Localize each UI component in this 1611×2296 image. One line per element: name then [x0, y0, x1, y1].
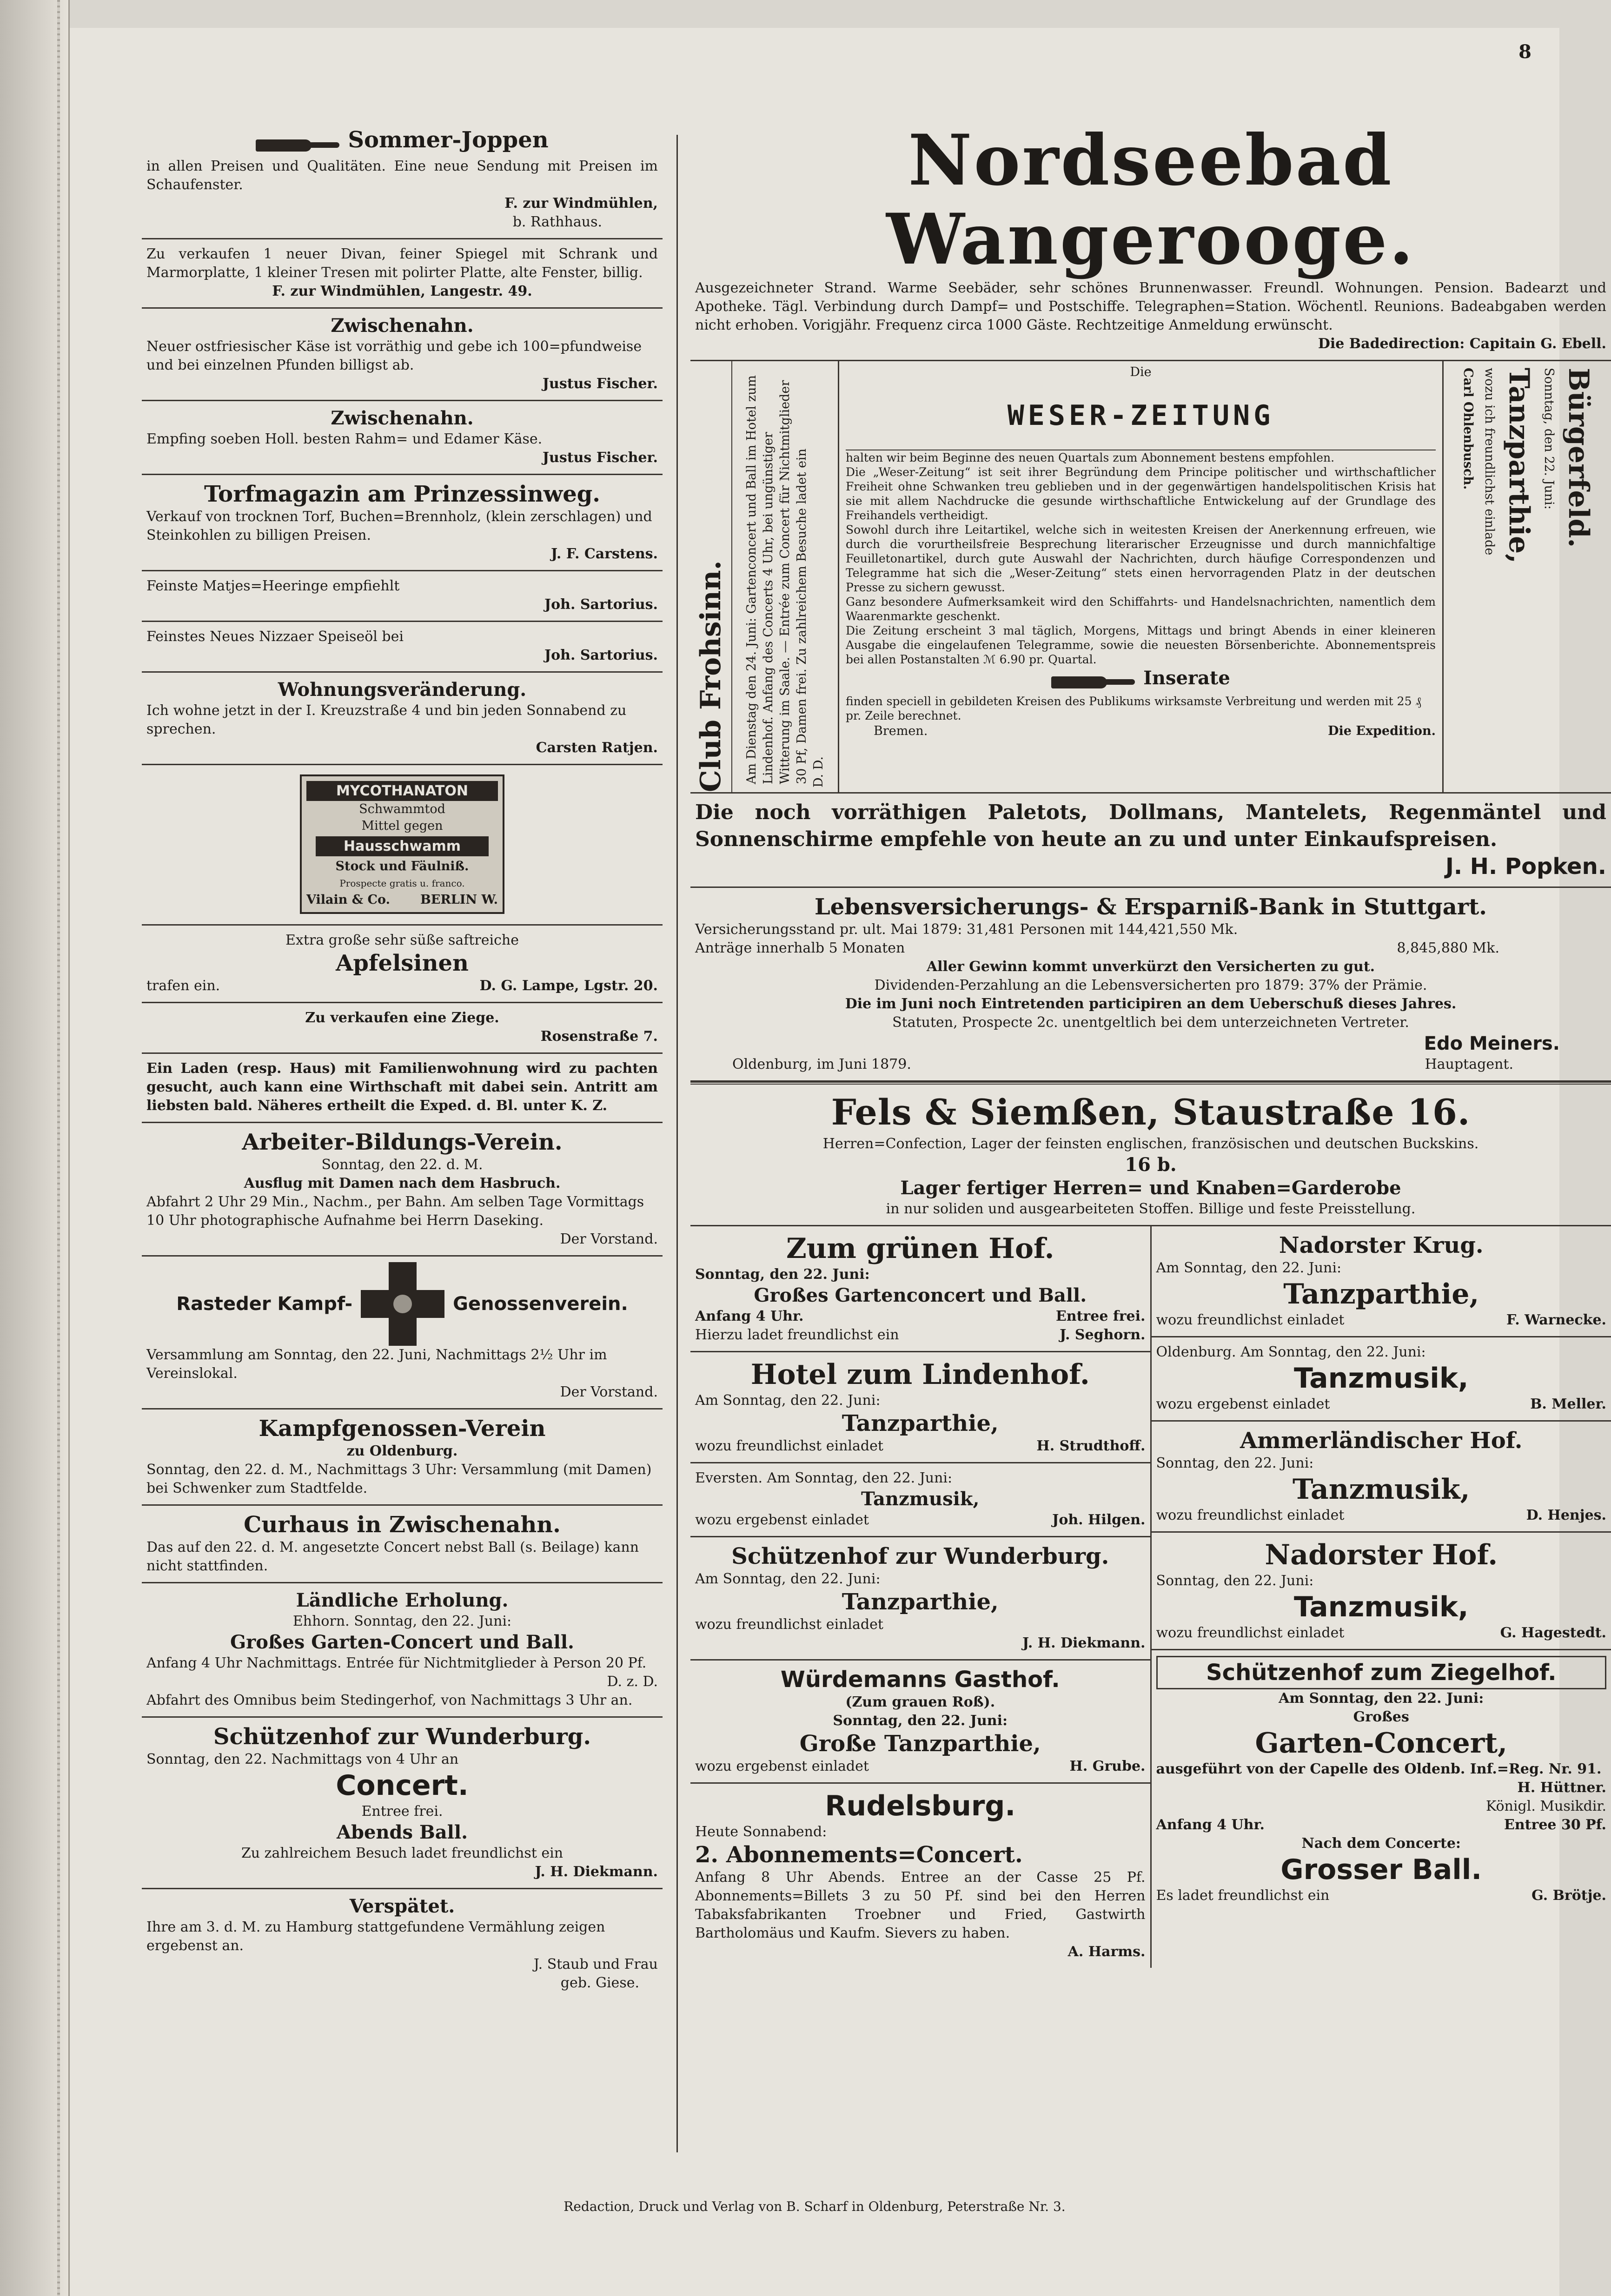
ad-weser-zeitung: Die WESER-ZEITUNG halten wir beim Beginne des neuen Quartals zum Abonnement bestens empfohlen. Die „Weser-Zeitung“ ist seit ihrer Begründung dem Principe politischer und wirthschaftlicher Freiheit ohne Schwanken treu geblieben und in der gegenwärtigen handelspolitischen Krisis hat sie mit allem Nachdrucke die gesunde wirthschaftliche Entwickelung auf der Grundlage des Freihandels vertheidigt. Sowohl durch ihre Leitartikel, welche sich in weitesten Kreisen der Anerkennung erfreuen, wie durch die vorurtheilsfreie Besprechung literarischer Erzeugnisse und durch mannichfaltige Feuilletonartikel, durch gute Auswahl der Nachrichten, durch häufige Correspondenzen und Telegramme hat sich die „Weser-Zeitung“ stets einen hervorragenden Platz in der deutschen Presse zu sichern gewusst. Ganz besondere Aufmerksamkeit wird den Schiffahrts- und Handelsnachrichten, namentlich dem Waarenmarkte geschenkt. Die Zeitung erscheint 3 mal täglich, Morgens, Mittags und bringt Abends in einer kleineren Ausgabe die eingelaufenen Telegramme, sowie die neuesten Börsenberichte. Abonnementspreis bei allen Postanstalten ℳ 6.90 pr. Quartal. Inserate finden speciell in gebildeten Kreisen des Publikums wirksamste Verbreitung und werden mit 25 ₰ pr. Zeile berechnet. Bremen. Die Expedition. [839, 361, 1444, 792]
ad-divan [142, 239, 663, 309]
ad-sommer-joppen [142, 121, 663, 239]
ad-signature: J. Seghorn. [1060, 1327, 1146, 1343]
ad-club-frohsinn-title: Club Frohsinn. [690, 361, 732, 792]
ad-kampfgenossen-verein: Kampfgenossen-Verein zu Oldenburg. Sonntag, den 22. d. M., Nachmittags 3 Uhr: Versammlung (mit Damen) bei Schwenker zum Stadtfelde. [142, 1409, 663, 1506]
ad-title: Nordseebad Wangerooge. [886, 119, 1415, 280]
ad-nadorster-hof: Nadorster Hof. Sonntag, den 22. Juni: Tanzmusik, wozu freundlichst einladet G. Hagestedt. [1152, 1533, 1611, 1650]
ad-nordseebad-wangerooge: Nordseebad Wangerooge. Ausgezeichneter Strand. Warme Seebäder, sehr schönes Brunnenwasser. Freundl. Wohnungen. Pension. Badearzt und Apotheke. Tägl. Verbindung durch Dampf= und Postschiffe. Telegraphen=Station. Wöchentl. Reunions. Badeabgaben werden nicht erhoben. Vorigjähr. Frequenz circa 1000 Gäste. Rechtzeitige Anmeldung erwünscht. Die Badedirection: Capitain G. Ebell. [690, 121, 1611, 361]
ad-signature: Carsten Ratjen. [536, 739, 658, 756]
left-column [142, 121, 663, 2138]
ad-ziege [142, 1003, 663, 1054]
ad-title: Nadorster Krug. [1279, 1232, 1484, 1258]
iron-cross-icon [361, 1262, 444, 1346]
right-column [690, 121, 1611, 2138]
ad-signature: F. Warnecke. [1506, 1312, 1606, 1328]
ad-text: Neuer ostfriesischer Käse ist vorräthig und gebe ich 100=pfundweise und bei einzelnen Pfunden billigst ab. [146, 338, 642, 373]
ad-eversten: Eversten. Am Sonntag, den 22. Juni: Tanzmusik, wozu ergebenst einladet Joh. Hilgen. [690, 1463, 1150, 1537]
ad-signature: Joh. Sartorius. [544, 596, 658, 613]
ad-signature: Joh. Sartorius. [544, 647, 658, 663]
ad-text: Verkauf von trocknen Torf, Buchen=Brennholz, (klein zerschlagen) und Steinkohlen zu billigen Preisen. [146, 508, 652, 543]
ad-title: Verspätet. [349, 1895, 455, 1917]
ad-text: Ein Laden (resp. Haus) mit Familienwohnung wird zu pachten gesucht, auch kann eine Wirthschaft mit dabei sein. Antritt am liebsten bald. Näheres ertheilt die Exped. d. Bl. unter K. Z. [146, 1060, 658, 1114]
ad-buergerfeld: Carl Ohlenbusch. wozu ich freundlichst einlade Tanzparthie, Sonntag, den 22. Juni: Bürgerfeld. [1444, 361, 1611, 792]
ad-title: Ländliche Erholung. [296, 1589, 509, 1611]
ad-title: Zwischenahn. [331, 407, 474, 429]
ad-text: Feinste Matjes=Heeringe empfiehlt [146, 577, 400, 594]
column-divider [676, 135, 678, 2152]
ad-signature: Die Badedirection: Capitain G. Ebell. [1318, 336, 1606, 352]
ad-hotel-lindenhof: Hotel zum Lindenhof. Am Sonntag, den 22. Juni: Tanzparthie, wozu freundlichst einladet H. Strudthoff. [690, 1352, 1150, 1463]
ad-signature: B. Meller. [1530, 1396, 1606, 1412]
ad-tanzmusik-meller: Oldenburg. Am Sonntag, den 22. Juni: Tanzmusik, wozu ergebenst einladet B. Meller. [1152, 1337, 1611, 1422]
ad-nadorster-krug: Nadorster Krug. Am Sonntag, den 22. Juni: Tanzparthie, wozu freundlichst einladet F. Warnecke. [1152, 1226, 1611, 1337]
ad-wohnungsveraenderung [142, 673, 663, 765]
ad-signature: G. Brötje. [1531, 1887, 1606, 1904]
ad-signature: H. Strudthoff. [1036, 1438, 1146, 1454]
ad-signature: J. H. Diekmann. [535, 1863, 658, 1880]
ad-text: Zu verkaufen eine Ziege. [305, 1009, 499, 1026]
ad-title: Hotel zum Lindenhof. [750, 1358, 1090, 1391]
page-number: 8 [1518, 41, 1531, 63]
pointing-hand-icon [256, 134, 339, 157]
ad-title: Lebensversicherungs- & Ersparniß-Bank in Stuttgart. [815, 894, 1487, 920]
ad-zum-gruenen-hof: Zum grünen Hof. Sonntag, den 22. Juni: Großes Gartenconcert und Ball. Anfang 4 Uhr. Entree frei. Hierzu ladet freundlichst ein J. Seghorn. [690, 1226, 1150, 1352]
ad-signature: J. H. Popken. [1445, 854, 1606, 880]
ad-signature: F. zur Windmühlen, Langestr. 49. [272, 283, 532, 299]
dance-ads-left [690, 1226, 1152, 1968]
ad-rudelsburg: Rudelsburg. Heute Sonnabend: 2. Abonnements=Concert. Anfang 8 Uhr Abends. Entree an der Casse 25 Pf. Abonnements=Billets 3 zu 50 Pf. sind bei den Herren Tabaksfabrikanten Troebner und Fried, Gastwirth Bartholomäus und Kaufm. Sievers zu haben. A. Harms. [690, 1784, 1150, 1968]
ad-ammerlaendischer-hof: Ammerländischer Hof. Sonntag, den 22. Juni: Tanzmusik, wozu freundlichst einladet D. Henjes. [1152, 1422, 1611, 1533]
newspaper-page [70, 28, 1606, 2296]
ad-signature: Edo Meiners. [1424, 1033, 1560, 1054]
ad-text: Empfing soeben Holl. besten Rahm= und Edamer Käse. [146, 430, 543, 447]
ad-title: Nadorster Hof. [1265, 1539, 1498, 1571]
ad-text: Ich wohne jetzt in der I. Kreuzstraße 4 und bin jeden Sonnabend zu sprechen. [146, 702, 627, 737]
dance-ads-right [1152, 1226, 1611, 1968]
ad-lebensversicherungs-bank: Lebensversicherungs- & Ersparniß-Bank in Stuttgart. Versicherungsstand pr. ult. Mai 1879: 31,481 Personen mit 144,421,550 Mk. Anträge innerhalb 5 Monaten 8,845,880 Mk. Aller Gewinn kommt unverkürzt den Versicherten zu gut. Dividenden-Perzahlung an die Lebensversicherten pro 1879: 37% der Prämie. Die im Juni noch Eintretenden participiren an dem Ueberschuß dieses Jahres. Statuten, Prospecte 2c. unentgeltlich bei dem unterzeichneten Vertreter. Edo Meiners. Oldenburg, im Juni 1879. Hauptagent. [690, 888, 1611, 1082]
ad-title: Schützenhof zum Ziegelhof. [1156, 1656, 1607, 1689]
ad-signature: D. G. Lampe, Lgstr. 20. [479, 977, 658, 994]
ad-title: Ammerländischer Hof. [1240, 1428, 1523, 1454]
ad-verspaetet: Verspätet. Ihre am 3. d. M. zu Hamburg stattgefundene Vermählung zeigen ergebenst an. J. Staub und Frau geb. Giese. [146, 1895, 658, 1991]
book-binding-edge [0, 0, 70, 2296]
ad-schuetzenhof-ziegelhof: Schützenhof zum Ziegelhof. Am Sonntag, den 22. Juni: Großes Garten-Concert, ausgeführt von der Capelle des Oldenb. Inf.=Reg. Nr. 91. H. Hüttner. Königl. Musikdir. Anfang 4 Uhr. Entree 30 Pf. Nach dem Concerte: Grosser Ball. Es ladet freundlichst ein G. Brötje. [1152, 1650, 1611, 1912]
mycothanaton-logo: MYCOTHANATON Schwammtod Mittel gegen Hausschwamm Stock und Fäulniß. Prospecte gratis u. franco. Vilain & Co. BERLIN W. [300, 774, 504, 914]
ad-title: Rudelsburg. [825, 1790, 1016, 1822]
ad-signature: A. Harms. [1067, 1944, 1146, 1960]
ad-signature: Justus Fischer. [542, 449, 658, 466]
ad-signature: Carl Ohlenbusch. [1461, 368, 1475, 490]
ad-signature: D. Henjes. [1526, 1507, 1606, 1523]
ad-title: Apfelsinen [336, 950, 469, 976]
ad-signature: Der Vorstand. [560, 1383, 658, 1400]
ad-laden [142, 1054, 663, 1123]
weser-zeitung-masthead: WESER-ZEITUNG [846, 381, 1436, 450]
ad-signature: J. F. Carstens. [550, 545, 658, 562]
ad-title: Würdemanns Gasthof. [780, 1667, 1060, 1693]
ad-club-frohsinn: Am Dienstag den 24. Juni: Gartenconcert und Ball im Hotel zum Lindenhof. Anfang des Concerts 4 Uhr, bei ungünstiger Witterung im Saale. — Entrée zum Concert für Nichtmitglieder 30 Pf, Damen frei. Zu zahlreichem Besuche ladet ein D. D. [732, 361, 839, 792]
ad-arbeiter-bildungs-verein: Arbeiter-Bildungs-Verein. Sonntag, den 22. d. M. Ausflug mit Damen nach dem Hasbruch. Abfahrt 2 Uhr 29 Min., Nachm., per Bahn. Am selben Tage Vormittags 10 Uhr photographische Aufnahme bei Herrn Daseking. Der Vorstand. [142, 1123, 663, 1257]
ad-torfmagazin [142, 475, 663, 571]
ad-title: Zum grünen Hof. [786, 1232, 1054, 1265]
ad-mycothanaton [142, 765, 663, 926]
ad-title: Zwischenahn. [331, 314, 474, 337]
ad-signature: H. Grube. [1069, 1758, 1146, 1774]
pointing-hand-icon [1051, 671, 1135, 694]
dance-ads-grid [690, 1226, 1611, 1968]
ad-fels-siemssen: Fels & Siemßen, Staustraße 16. Herren=Confection, Lager der feinsten englischen, französischen und deutschen Buckskins. 16 b. Lager fertiger Herren= und Knaben=Garderobe in nur soliden und ausgearbeiteten Stoffen. Billige und feste Preisstellung. [690, 1082, 1611, 1226]
ad-signature: Die Expedition. [1328, 723, 1436, 738]
ad-rasteder-kampf-genossenverein: Rasteder Kampf- Genossenverein. Versammlung am Sonntag, den 22. Juni, Nachmittags 2½ Uhr im Vereinslokal. Der Vorstand. [142, 1257, 663, 1409]
ad-title: Fels & Siemßen, Staustraße 16. [831, 1092, 1471, 1133]
ad-title: Arbeiter-Bildungs-Verein. [242, 1129, 563, 1155]
ad-title: Torfmagazin am Prinzessinweg. [204, 481, 601, 507]
ad-text: Zu verkaufen 1 neuer Divan, feiner Spiegel mit Schrank und Marmorplatte, 1 kleiner Tresen mit polirter Platte, alte Fenster, billig. [146, 245, 658, 281]
ad-text: Feinstes Neues Nizzaer Speiseöl bei [146, 628, 404, 645]
ad-signature: Joh. Hilgen. [1052, 1512, 1146, 1528]
ad-schuetzenhof-wunderburg-left: Schützenhof zur Wunderburg. Sonntag, den 22. Nachmittags von 4 Uhr an Concert. Entree frei. Abends Ball. Zu zahlreichem Besuch ladet freundlichst ein J. H. Diekmann. [142, 1718, 663, 1889]
ad-kaese-2 [142, 401, 663, 475]
ad-signature: Rosenstraße 7. [540, 1028, 658, 1045]
ad-kaese-1 [142, 309, 663, 401]
ad-signature: G. Hagestedt. [1500, 1625, 1606, 1641]
ad-matjes [142, 571, 663, 622]
ad-row-weser-zeitung [690, 361, 1611, 794]
ad-popken: Die noch vorräthigen Paletots, Dollmans, Mantelets, Regenmäntel und Sonnenschirme empfehle von heute an zu und unter Einkaufspreisen. J. H. Popken. [690, 794, 1611, 888]
ad-signature: J. H. Diekmann. [1022, 1635, 1146, 1651]
ad-apfelsinen: Extra große sehr süße saftreiche Apfelsinen trafen ein. D. G. Lampe, Lgstr. 20. [142, 926, 663, 1003]
ad-title: Curhaus in Zwischenahn. [244, 1511, 561, 1538]
ad-title: Bürgerfeld. [1562, 368, 1595, 548]
ad-pretext: Extra große sehr süße saftreiche [285, 932, 519, 948]
ad-title: Kampfgenossen-Verein [259, 1415, 546, 1442]
ad-signature: Justus Fischer. [542, 375, 658, 392]
ad-signature: F. zur Windmühlen, [504, 195, 658, 212]
ad-wuerdemanns-gasthof: Würdemanns Gasthof. (Zum grauen Roß). Sonntag, den 22. Juni: Große Tanzparthie, wozu ergebenst einladet H. Grube. [690, 1661, 1150, 1784]
ad-laendliche-erholung: Ländliche Erholung. Ehhorn. Sonntag, den 22. Juni: Großes Garten-Concert und Ball. Anfang 4 Uhr Nachmittags. Entrée für Nichtmitglieder à Person 20 Pf. D. z. D. Abfahrt des Omnibus beim Stedingerhof, von Nachmittags 3 Uhr an. [142, 1583, 663, 1718]
ad-speiseoel [142, 622, 663, 673]
ad-text: in allen Preisen und Qualitäten. Eine neue Sendung mit Preisen im Schaufenster. [146, 158, 658, 193]
ad-address: b. Rathhaus. [512, 213, 602, 230]
ad-title: Sommer-Joppen [348, 127, 549, 153]
ad-title: Schützenhof zur Wunderburg. [213, 1723, 591, 1750]
ad-title: Wohnungsveränderung. [278, 678, 527, 701]
ad-curhaus-zwischenahn: Curhaus in Zwischenahn. Das auf den 22. d. M. angesetzte Concert nebst Ball (s. Beilage) kann nicht stattfinden. [142, 1506, 663, 1583]
ad-signature: Der Vorstand. [560, 1231, 658, 1247]
ad-title: Schützenhof zur Wunderburg. [731, 1543, 1109, 1569]
ad-schuetzenhof-wunderburg: Schützenhof zur Wunderburg. Am Sonntag, den 22. Juni: Tanzparthie, wozu freundlichst einladet J. H. Diekmann. [690, 1537, 1150, 1661]
imprint-footer: Redaction, Druck und Verlag von B. Scharf in Oldenburg, Peterstraße Nr. 3. [564, 2199, 1066, 2214]
